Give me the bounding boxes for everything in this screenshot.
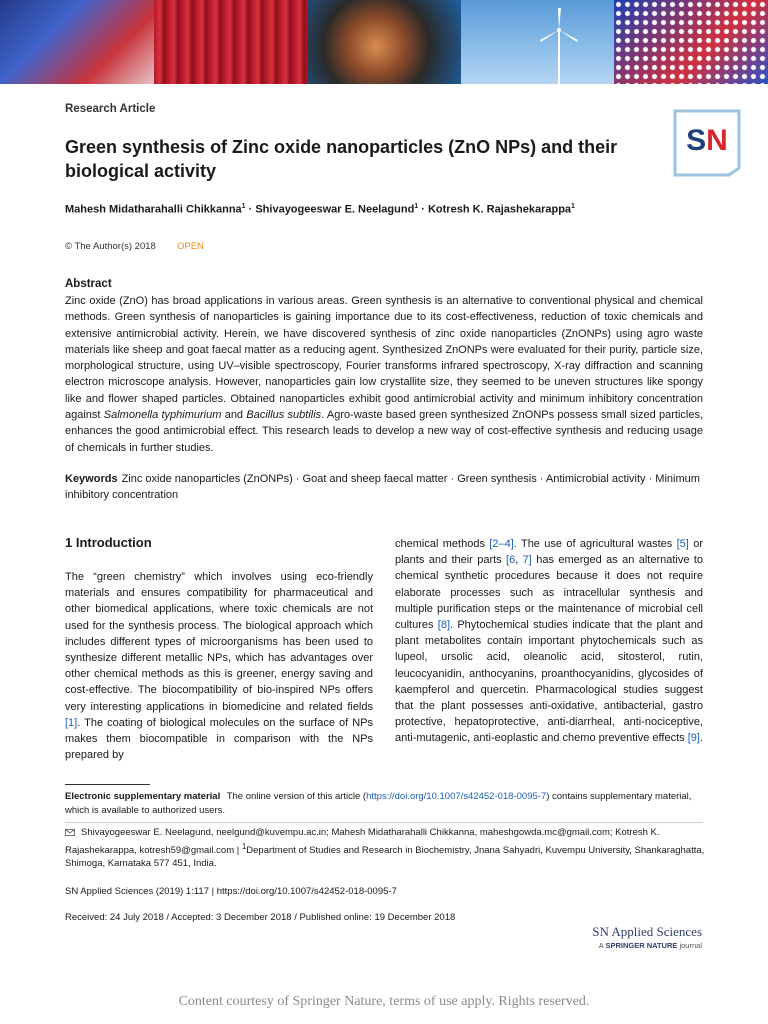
keywords	[65, 471, 703, 504]
publisher-prefix: A	[598, 941, 606, 950]
keywords-heading: Keywords	[65, 473, 118, 485]
author-affiliation-sup: 1	[571, 203, 575, 210]
author-separator: ·	[245, 203, 256, 216]
affiliation-text: Department of Studies and Research in Biochemistry, Jnana Sahyadri, Kuvempu University, Shankaraghatta, Shimoga, Karnataka 577 451, India.	[65, 844, 705, 870]
author-name[interactable]: Mahesh Midatharahalli Chikkanna	[65, 203, 242, 216]
banner-molecules-image	[614, 0, 768, 84]
body-text: . The coating of biological molecules on the surface of NPs makes them biocompatible in comparison with the NPs prepared by	[65, 716, 373, 762]
open-access-badge[interactable]: OPEN	[177, 241, 204, 252]
footnote-rule	[65, 784, 150, 785]
author-name[interactable]: Shivayogeeswar E. Neelagund	[255, 203, 415, 216]
sn-logo-text: SN	[686, 124, 728, 157]
author-affiliation-sup: 1	[241, 203, 246, 210]
abstract-heading: Abstract	[65, 278, 112, 290]
intro-left-column	[65, 569, 373, 763]
banner-engine-image	[307, 0, 461, 84]
citation-link[interactable]: [2–4]	[489, 538, 514, 550]
envelope-icon	[65, 829, 75, 836]
sn-logo	[672, 108, 742, 178]
abstract-conjunction: and	[221, 409, 247, 422]
citation-link[interactable]: [9]	[687, 732, 700, 745]
body-text: ,	[515, 554, 523, 567]
citation-link[interactable]: [6	[506, 554, 516, 567]
abstract-text	[65, 293, 703, 456]
citation-link[interactable]: [1]	[65, 716, 78, 729]
author-name[interactable]: Kotresh K. Rajashekarappa	[427, 203, 572, 216]
courtesy-watermark: Content courtesy of Springer Nature, terms of use apply. Rights reserved.	[178, 994, 590, 1009]
article-type: Research Article	[65, 103, 156, 115]
esm-text: The online version of this article (	[224, 791, 367, 802]
banner-wind-turbine-image	[461, 0, 615, 84]
esm-text: ) contains supplementary material, which is available to authorized users.	[65, 791, 692, 816]
keywords-list: Zinc oxide nanoparticles (ZnONPs) · Goat and sheep faecal matter · Green synthesis · Antimicrobial activity · Minimum inhibitory concentration	[65, 473, 700, 502]
author-affiliation-sup: 1	[414, 203, 419, 210]
publication-dates: Received: 24 July 2018 / Accepted: 3 December 2018 / Published online: 19 December 2018	[65, 912, 456, 923]
wind-turbine-icon	[539, 6, 579, 84]
footnote-divider	[65, 822, 703, 823]
header-banner	[0, 0, 768, 84]
supplementary-material-note	[65, 790, 705, 817]
correspondence-text: Shivayogeeswar E. Neelagund, neelgund@kuvempu.ac.in; Mahesh Midatharahalli Chikkanna, maheshgowda.mc@gmail.com; Kotresh K. Rajashekarappa, kotresh59@gmail.com |	[65, 827, 660, 856]
abstract-text-part: . Agro-waste based green synthesized ZnONPs possess small sized particles, enhances the good antimicrobial effect. This research leads to develop a new way of cost-effective synthesis and reducing usage of chemicals in further studies.	[65, 409, 704, 454]
body-text: The “green chemistry” which involves using eco-friendly materials and ensures compatibility for pharmaceutical and other biomedical applications, where toxic chemicals are not used for the synthesis process. The biological approach which includes different types of microorganisms has been used to synthesize different metallic NPs, which has advantages over other chemical methods as this is greener, energy saving and cost-effective. The biocompatibility of bio-inspired NPs offers very interesting applications in biomedicine and related fields	[65, 571, 373, 713]
journal-name: SN Applied Sciences	[592, 924, 702, 939]
citation-link[interactable]: [8]	[437, 619, 451, 632]
banner-cells-image	[0, 0, 154, 84]
body-text: has emerged as an alternative to chemical synthetic procedures because it does not require elaborate processes such as intracellular synthesis and multiple purification steps or the maintenance of microbial cell cultures	[395, 554, 703, 632]
intro-right-column	[395, 536, 703, 747]
abstract-text-part: Zinc oxide (ZnO) has broad applications in various areas. Green synthesis is an alternative to conventional physical and chemical methods. Green synthesis of nanoparticles is gaining importance due to its cost-effectiveness, reduction of toxic chemicals and extensive antimicrobial activity. Herein, we have discovered synthesis of zinc oxide nanoparticles (ZnONPs) using agro waste materials like sheep and goat faecal matter as a reducing agent. Synthesized ZnONPs were evaluated for their purity, particle size, morphological structure, using UV–visible spectroscopy, Fourier transforms infrared spectroscopy, X-ray diffraction and scanning electron microscope analysis. However, nanoparticles gain low crystallite size, they seemed to be uneven structures like spongy like and flower shaped particles. Obtained nanoparticles exhibit good antimicrobial activity and minimum inhibitory concentration against	[65, 295, 703, 422]
publisher-brand: SPRINGER NATURE	[605, 941, 678, 950]
doi-link[interactable]: https://doi.org/10.1007/s42452-018-0095-7	[366, 791, 547, 802]
journal-citation: SN Applied Sciences (2019) 1:117 | https://doi.org/10.1007/s42452-018-0095-7	[65, 886, 397, 897]
banner-fibers-image	[154, 0, 308, 84]
citation-link[interactable]: [5]	[676, 538, 689, 550]
publisher-line	[520, 941, 702, 950]
affiliation-sup: 1	[241, 841, 247, 851]
organism-name: Bacillus subtilis	[246, 409, 322, 422]
esm-heading: Electronic supplementary material	[65, 791, 221, 802]
organism-name: Salmonella typhimurium	[103, 409, 222, 422]
copyright-notice: © The Author(s) 2018	[65, 241, 156, 252]
body-text: .	[699, 732, 703, 745]
section-heading-introduction: 1 Introduction	[65, 535, 152, 550]
author-list	[65, 203, 575, 216]
author-separator: ·	[418, 203, 428, 216]
body-text: chemical methods	[395, 538, 490, 550]
body-text: or plants and their parts	[395, 538, 703, 567]
citation-link[interactable]: 7]	[522, 554, 532, 567]
body-text: . The use of agricultural wastes	[513, 538, 677, 550]
body-text: . Phytochemical studies indicate that the plant and plant metabolites contain important phytochemicals such as lupeol, ursolic acid, oleanolic acid, sitosterol, rutin, leucocyanidin, anthocyanins, proanthocyanidins, glycosides of kaempferol and quercetin. Pharmacological studies suggest that the plant possesses anti-oxidative, antibacterial, gastro protective, hepatoprotective, anti-diarrheal, anti-nociceptive, anti-mutagenic, anti-eoplastic and chemo preventive effects	[395, 619, 703, 745]
publisher-suffix: journal	[677, 941, 702, 950]
correspondence-note	[65, 826, 705, 871]
article-title: Green synthesis of Zinc oxide nanoparticles (ZnO NPs) and their biological activity	[65, 137, 618, 181]
